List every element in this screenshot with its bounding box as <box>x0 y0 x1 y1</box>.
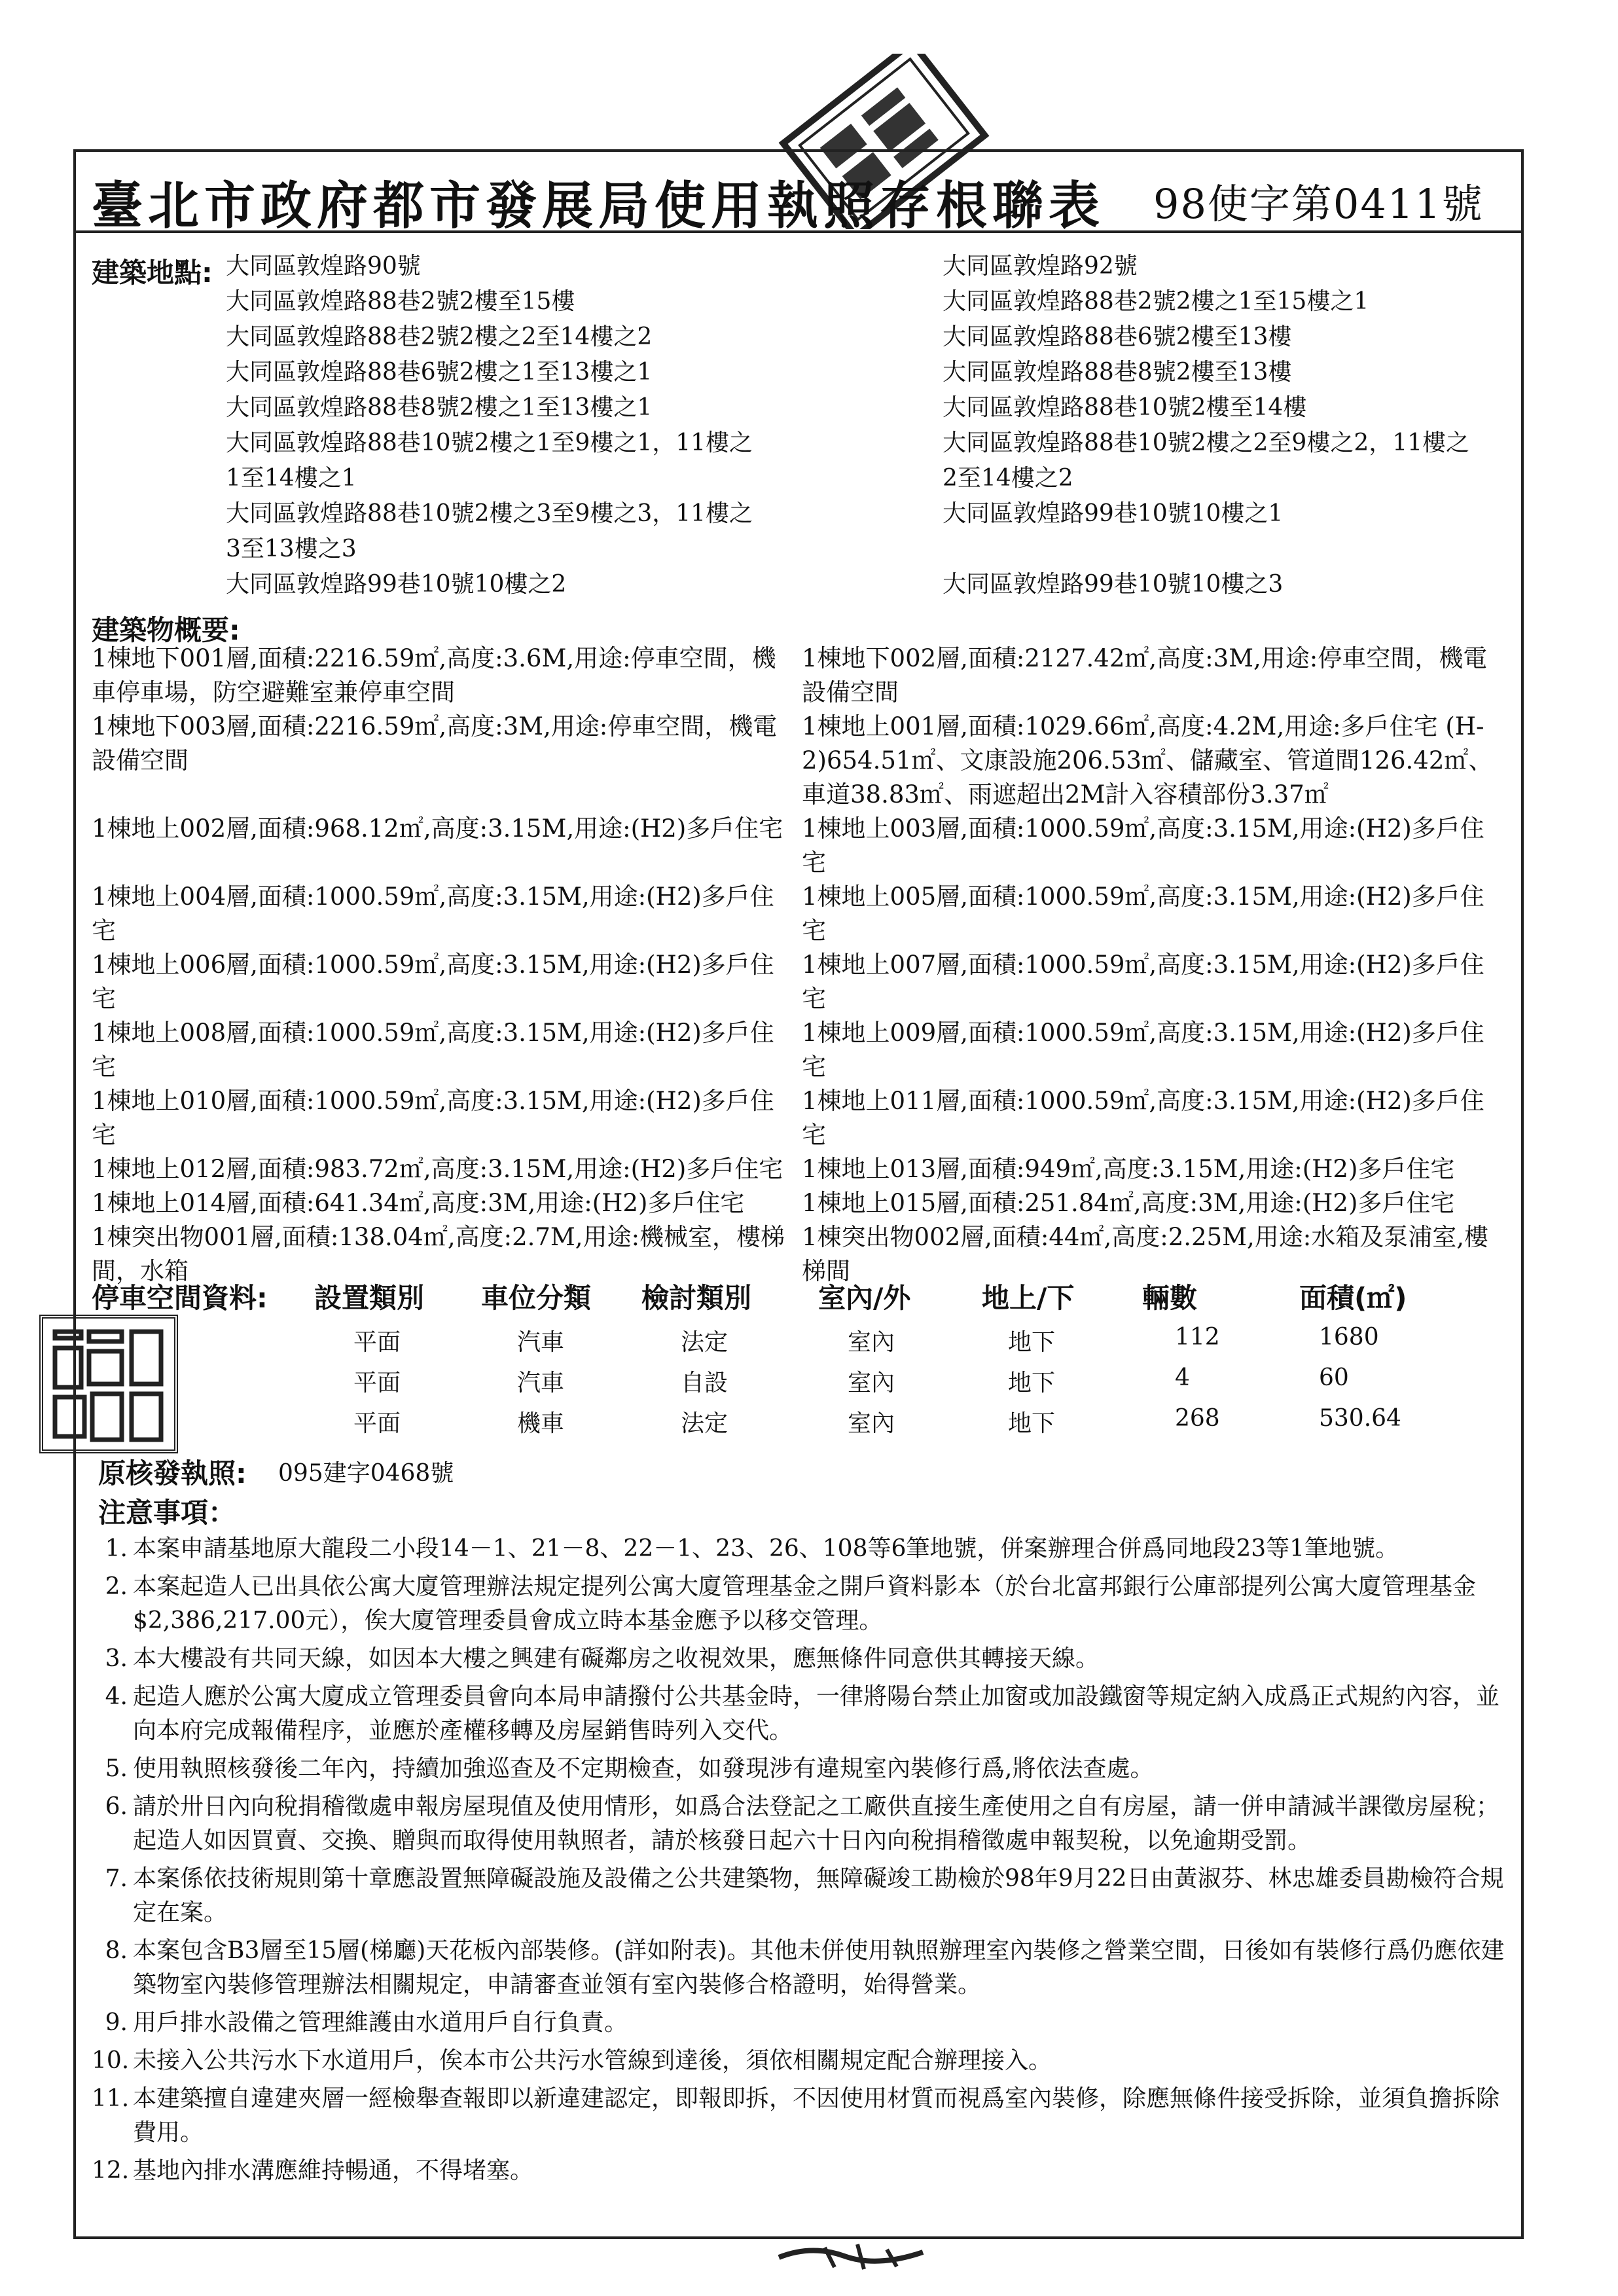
notes-label: 注意事項： <box>98 1497 236 1529</box>
parking-cell: 機車 <box>517 1410 565 1437</box>
note-text: 基地內排水溝應維持暢通，不得堵塞。 <box>133 2157 534 2184</box>
building-floor-entry: 1棟地上007層,面積:1000.59㎡,高度:3.15M,用途:(H2)多戶住宅 <box>802 951 1484 1013</box>
note-text: 本建築擅自違建夾層一經檢舉查報即以新違建認定，即報即拆，不因使用材質而視爲室內裝修，除應無條件接受拆除，並須負擔拆除費用。 <box>133 2085 1500 2146</box>
note-item <box>92 1642 1512 1676</box>
note-number: 7. <box>105 1865 128 1892</box>
building-floor-entry: 1棟地上001層,面積:1029.66㎡,高度:4.2M,用途:多戶住宅 (H-2)654.51㎡、文康設施206.53㎡、儲藏室、管道間126.42㎡、車道38.83㎡、雨遮超出2M計入容積部份3.37㎡ <box>802 712 1493 809</box>
note-text: 本案申請基地原大龍段二小段14－1、21－8、22－1、23、26、108等6筆地號，併案辦理合併爲同地段23等1筆地號。 <box>133 1535 1399 1562</box>
note-item <box>92 1862 1512 1930</box>
note-number: 4. <box>105 1683 128 1710</box>
handwritten-mark <box>772 2238 929 2277</box>
note-number: 2. <box>105 1573 128 1600</box>
parking-cell: 室內 <box>848 1410 895 1437</box>
parking-cell: 地下 <box>1008 1370 1056 1396</box>
building-floor-entry: 1棟地上010層,面積:1000.59㎡,高度:3.15M,用途:(H2)多戶住宅 <box>92 1087 774 1149</box>
note-number: 1. <box>105 1535 128 1562</box>
address-line: 大同區敦煌路88巷10號2樓至14樓 <box>943 394 1307 421</box>
parking-cell: 平面 <box>353 1370 401 1396</box>
notes-list <box>92 1532 1512 2192</box>
note-number: 10. <box>92 2047 130 2074</box>
address-line: 大同區敦煌路99巷10號10樓之1 <box>943 500 1284 527</box>
parking-cell: 530.64 <box>1319 1405 1401 1432</box>
note-number: 11. <box>92 2085 130 2112</box>
address-line: 3至13樓之3 <box>226 536 357 562</box>
address-line: 大同區敦煌路88巷6號2樓至13樓 <box>943 323 1292 350</box>
building-floor-entry: 1棟地上011層,面積:1000.59㎡,高度:3.15M,用途:(H2)多戶住宅 <box>802 1087 1484 1149</box>
parking-cell: 法定 <box>681 1410 728 1437</box>
building-floor-entry: 1棟地上009層,面積:1000.59㎡,高度:3.15M,用途:(H2)多戶住宅 <box>802 1019 1484 1081</box>
note-item <box>92 2044 1512 2078</box>
note-item <box>92 2154 1512 2188</box>
building-floor-entry: 1棟地上014層,面積:641.34㎡,高度:3M,用途:(H2)多戶住宅 <box>92 1189 745 1217</box>
permit-number: 98使字第0411號 <box>1153 180 1484 228</box>
note-item <box>92 1934 1512 2002</box>
parking-header: 檢討類別 <box>641 1282 752 1314</box>
parking-cell: 室內 <box>848 1329 895 1356</box>
address-line: 2至14樓之2 <box>943 465 1073 492</box>
parking-cell: 1680 <box>1319 1324 1379 1351</box>
note-text: 本案包含B3層至15層(梯廳)天花板內部裝修。(詳如附表)。其他未併使用執照辦理室內裝修之營業空間，日後如有裝修行爲仍應依建築物室內裝修管理辦法相關規定，申請審查並領有室內裝修合格證明，始得營業。 <box>133 1937 1505 1998</box>
parking-header: 車位分類 <box>481 1282 592 1314</box>
address-line: 大同區敦煌路88巷2號2樓之1至15樓之1 <box>943 288 1369 315</box>
address-line <box>943 532 1469 567</box>
building-floor-entry: 1棟地上006層,面積:1000.59㎡,高度:3.15M,用途:(H2)多戶住宅 <box>92 951 774 1013</box>
address-line: 大同區敦煌路92號 <box>943 253 1138 280</box>
parking-header: 地上/下 <box>982 1282 1075 1314</box>
address-line: 大同區敦煌路88巷10號2樓之2至9樓之2，11樓之 <box>943 429 1470 456</box>
parking-cell: 60 <box>1319 1364 1349 1391</box>
parking-cell: 平面 <box>353 1329 401 1356</box>
official-seal-left <box>39 1315 178 1453</box>
address-line: 大同區敦煌路88巷10號2樓之1至9樓之1，11樓之 <box>226 429 753 456</box>
note-text: 使用執照核發後二年內，持續加強巡查及不定期檢查，如發現涉有違規室內裝修行爲,將依法查處。 <box>133 1755 1154 1782</box>
address-list-right <box>943 249 1469 602</box>
building-floor-entry: 1棟地上012層,面積:983.72㎡,高度:3.15M,用途:(H2)多戶住宅 <box>92 1155 783 1183</box>
parking-header: 面積(㎡) <box>1299 1282 1407 1314</box>
parking-cell: 法定 <box>681 1329 728 1356</box>
address-line: 大同區敦煌路88巷8號2樓至13樓 <box>943 359 1292 386</box>
building-floor-entry: 1棟地下001層,面積:2216.59㎡,高度:3.6M,用途:停車空間，機車停車場，防空避難室兼停車空間 <box>92 644 776 706</box>
note-text: 用戶排水設備之管理維護由水道用戶自行負責。 <box>133 2009 628 2036</box>
parking-cell: 4 <box>1175 1364 1190 1391</box>
building-floor-entry: 1棟突出物001層,面積:138.04㎡,高度:2.7M,用途:機械室，樓梯間，水箱 <box>92 1223 785 1285</box>
parking-cell: 自設 <box>681 1370 728 1396</box>
address-label: 建築地點: <box>92 257 213 289</box>
parking-cell: 268 <box>1175 1405 1220 1432</box>
note-number: 9. <box>105 2009 128 2036</box>
document-title: 臺北市政府都市發展局使用執照存根聯表 <box>92 176 1106 236</box>
building-floor-entry: 1棟突出物002層,面積:44㎡,高度:2.25M,用途:水箱及泵浦室,樓梯間 <box>802 1223 1488 1285</box>
parking-cell: 室內 <box>848 1370 895 1396</box>
note-item <box>92 1752 1512 1786</box>
building-summary <box>92 642 1512 1288</box>
note-item <box>92 1570 1512 1638</box>
note-text: 本案起造人已出具依公寓大廈管理辦法規定提列公寓大廈管理基金之開戶資料影本（於台北富邦銀行公庫部提列公寓大廈管理基金$2,386,217.00元），俟大廈管理委員會成立時本基金應予以移交管理。 <box>133 1573 1477 1634</box>
building-floor-entry: 1棟地下003層,面積:2216.59㎡,高度:3M,用途:停車空間，機電設備空間 <box>92 712 778 774</box>
building-floor-entry: 1棟地上002層,面積:968.12㎡,高度:3.15M,用途:(H2)多戶住宅 <box>92 814 783 843</box>
building-floor-entry: 1棟地上005層,面積:1000.59㎡,高度:3.15M,用途:(H2)多戶住宅 <box>802 883 1484 945</box>
address-line: 大同區敦煌路88巷2號2樓至15樓 <box>226 288 575 315</box>
note-item <box>92 1790 1512 1858</box>
address-line: 大同區敦煌路88巷8號2樓之1至13樓之1 <box>226 394 653 421</box>
original-permit-label: 原核發執照: <box>98 1457 247 1489</box>
parking-cell: 112 <box>1175 1324 1220 1351</box>
original-permit-value: 095建字0468號 <box>278 1460 454 1487</box>
parking-cell: 地下 <box>1008 1329 1056 1356</box>
parking-label: 停車空間資料: <box>92 1282 268 1314</box>
building-floor-entry: 1棟地上003層,面積:1000.59㎡,高度:3.15M,用途:(H2)多戶住宅 <box>802 814 1484 877</box>
note-text: 本案係依技術規則第十章應設置無障礙設施及設備之公共建築物，無障礙竣工勘檢於98年9月22日由黃淑芬、林忠雄委員勘檢符合規定在案。 <box>133 1865 1504 1926</box>
parking-header: 輛數 <box>1142 1282 1198 1314</box>
address-line: 大同區敦煌路88巷2號2樓之2至14樓之2 <box>226 323 653 350</box>
note-number: 12. <box>92 2157 130 2184</box>
note-text: 本大樓設有共同天線，如因本大樓之興建有礙鄰房之收視效果，應無條件同意供其轉接天線。 <box>133 1645 1100 1672</box>
address-line: 1至14樓之1 <box>226 465 357 492</box>
parking-cell: 汽車 <box>517 1329 565 1356</box>
note-item <box>92 1532 1512 1566</box>
address-line: 大同區敦煌路88巷6號2樓之1至13樓之1 <box>226 359 653 386</box>
address-list-left <box>226 249 753 602</box>
building-floor-entry: 1棟地上004層,面積:1000.59㎡,高度:3.15M,用途:(H2)多戶住宅 <box>92 883 774 945</box>
building-floor-entry: 1棟地上015層,面積:251.84㎡,高度:3M,用途:(H2)多戶住宅 <box>802 1189 1455 1217</box>
building-label: 建築物概要: <box>92 614 240 646</box>
address-line: 大同區敦煌路99巷10號10樓之3 <box>943 571 1284 598</box>
note-number: 5. <box>105 1755 128 1782</box>
parking-header: 設置類別 <box>314 1282 425 1314</box>
building-floor-entry: 1棟地下002層,面積:2127.42㎡,高度:3M,用途:停車空間，機電設備空間 <box>802 644 1488 706</box>
parking-cell: 地下 <box>1008 1410 1056 1437</box>
address-line: 大同區敦煌路90號 <box>226 253 421 280</box>
note-text: 未接入公共污水下水道用戶，俟本市公共污水管線到達後，須依相關規定配合辦理接入。 <box>133 2047 1052 2074</box>
note-number: 8. <box>105 1937 128 1964</box>
parking-cell: 汽車 <box>517 1370 565 1396</box>
note-item <box>92 2082 1512 2150</box>
note-text: 起造人應於公寓大廈成立管理委員會向本局申請撥付公共基金時，一律將陽台禁止加窗或加設鐵窗等規定納入成爲正式規約內容，並向本府完成報備程序，並應於產權移轉及房屋銷售時列入交代。 <box>133 1683 1500 1744</box>
note-number: 3. <box>105 1645 128 1672</box>
parking-cell: 平面 <box>353 1410 401 1437</box>
parking-header: 室內/外 <box>818 1282 911 1314</box>
note-number: 6. <box>105 1793 128 1820</box>
note-text: 請於卅日內向稅捐稽徵處申報房屋現值及使用情形，如爲合法登記之工廠供直接生產使用之自有房屋，請一併申請減半課徵房屋稅；起造人如因買賣、交換、贈與而取得使用執照者，請於核發日起六十日內向稅捐稽徵處申報契稅，以免逾期受罰。 <box>133 1793 1500 1854</box>
building-floor-entry: 1棟地上008層,面積:1000.59㎡,高度:3.15M,用途:(H2)多戶住宅 <box>92 1019 774 1081</box>
address-line: 大同區敦煌路88巷10號2樓之3至9樓之3，11樓之 <box>226 500 753 527</box>
note-item <box>92 2006 1512 2040</box>
note-item <box>92 1680 1512 1748</box>
address-line: 大同區敦煌路99巷10號10樓之2 <box>226 571 567 598</box>
building-floor-entry: 1棟地上013層,面積:949㎡,高度:3.15M,用途:(H2)多戶住宅 <box>802 1155 1455 1183</box>
